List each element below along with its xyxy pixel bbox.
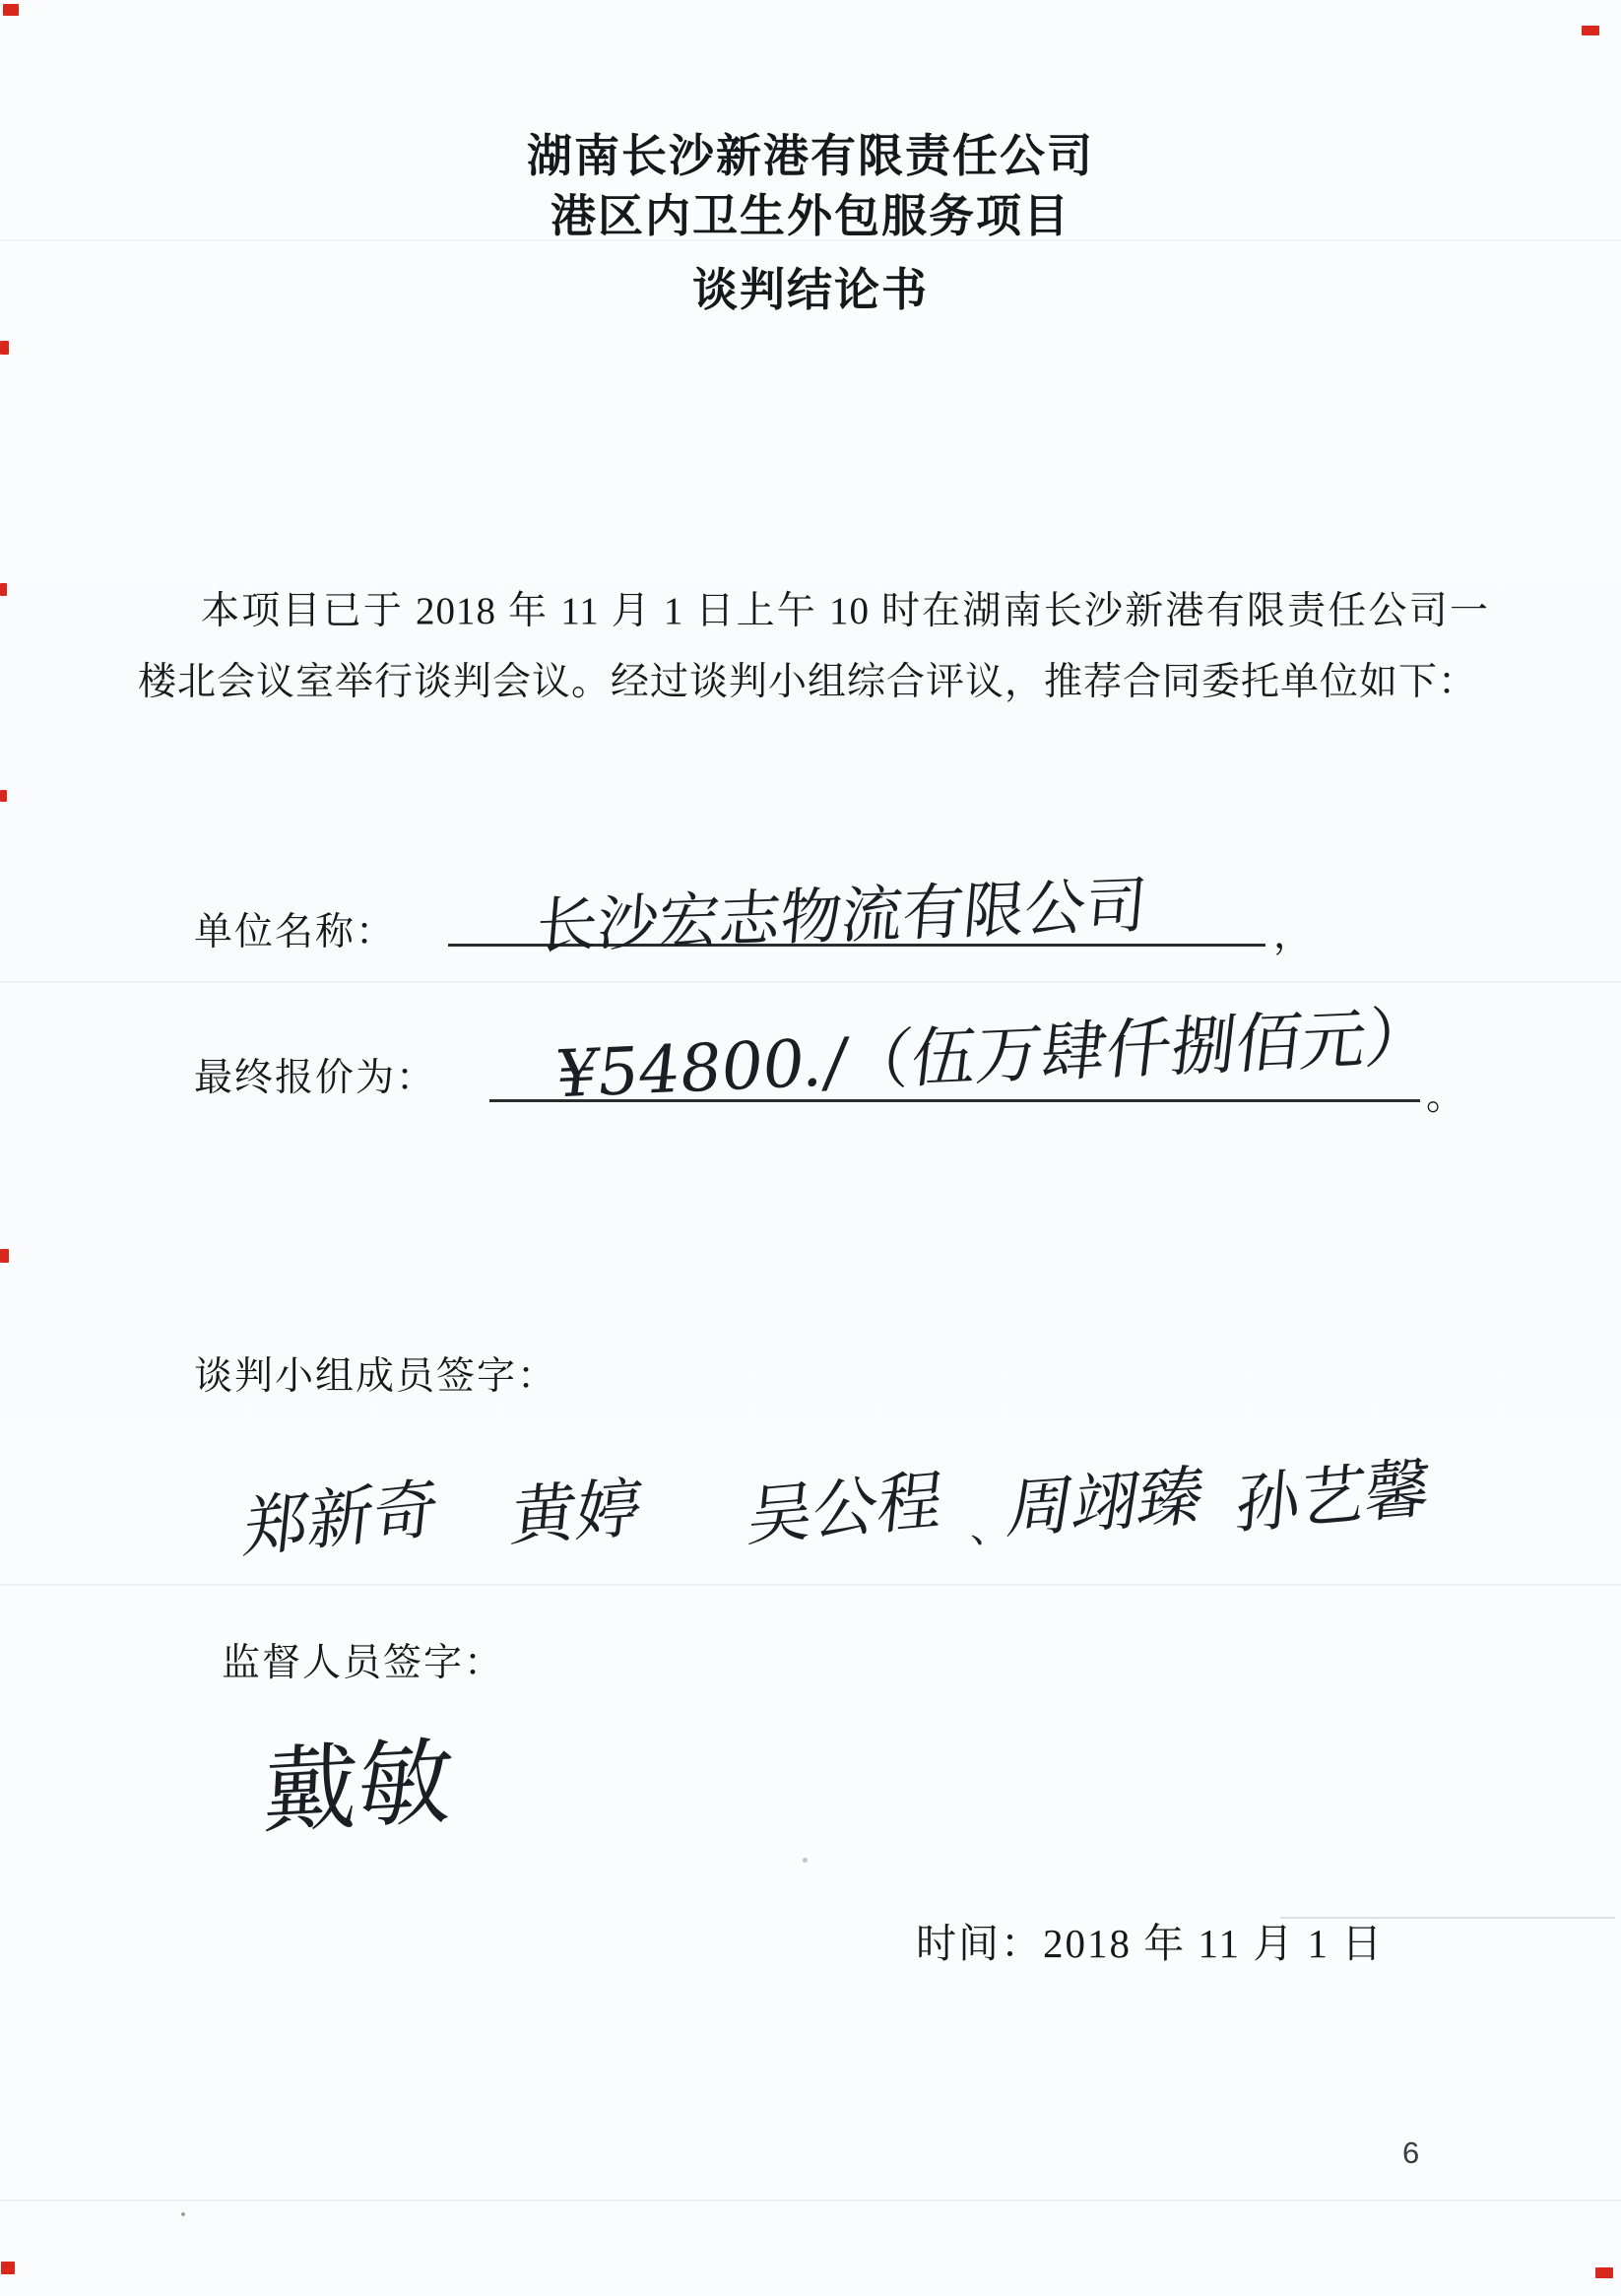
red-scan-mark bbox=[1582, 26, 1599, 35]
final-price-label: 最终报价为： bbox=[194, 1057, 437, 1099]
red-scan-mark bbox=[1, 2262, 15, 2274]
document-title-line1: 湖南长沙新港有限责任公司 bbox=[527, 131, 1094, 181]
committee-signature-4: 周翊臻 bbox=[1003, 1457, 1209, 1548]
final-price-period: 。 bbox=[1426, 1076, 1467, 1118]
unit-name-handwritten-value: 长沙宏志物流有限公司 bbox=[533, 869, 1150, 962]
body-paragraph: 本项目已于 2018 年 11 月 1 日上午 10 时在湖南长沙新港有限责任公司一楼北会议室举行谈判会议。经过谈判小组综合评议，推荐合同委托单位如下： bbox=[138, 590, 1489, 703]
ink-speck bbox=[181, 2212, 185, 2216]
red-scan-mark bbox=[1595, 2267, 1613, 2278]
date-line: 时间：2018 年 11 月 1 日 bbox=[916, 1921, 1385, 1966]
committee-signature-2: 黄婷 bbox=[507, 1470, 646, 1556]
scan-line-artifact bbox=[1280, 1917, 1615, 1919]
unit-name-label: 单位名称： bbox=[194, 911, 397, 953]
red-scan-mark bbox=[3, 4, 19, 16]
committee-signature-5: 孙艺馨 bbox=[1232, 1449, 1434, 1544]
committee-signature-separator-dot: 、 bbox=[970, 1506, 1009, 1551]
scan-band-artifact bbox=[0, 2199, 1621, 2201]
page-number: 6 bbox=[1402, 2135, 1420, 2170]
supervisor-signature: 戴敏 bbox=[260, 1726, 456, 1848]
red-scan-mark bbox=[0, 790, 7, 802]
scan-band-artifact bbox=[0, 1584, 1621, 1586]
final-price-handwritten-value: ¥54800./（伍万肆仟捌佰元） bbox=[551, 998, 1436, 1113]
document-title-line2: 港区内卫生外包服务项目 bbox=[551, 191, 1070, 241]
red-scan-mark bbox=[0, 583, 7, 596]
committee-signature-1: 郑新奇 bbox=[239, 1470, 442, 1568]
unit-name-comma: ， bbox=[1273, 914, 1315, 956]
document-subtitle: 谈判结论书 bbox=[692, 265, 929, 315]
red-scan-mark bbox=[0, 341, 9, 355]
committee-signature-3: 吴公程 bbox=[744, 1461, 947, 1556]
supervisor-signature-label: 监督人员签字： bbox=[222, 1642, 505, 1684]
committee-signature-label: 谈判小组成员签字： bbox=[194, 1355, 558, 1398]
red-scan-mark bbox=[0, 1249, 9, 1263]
scan-band-artifact bbox=[0, 981, 1621, 983]
ink-speck bbox=[803, 1858, 808, 1863]
